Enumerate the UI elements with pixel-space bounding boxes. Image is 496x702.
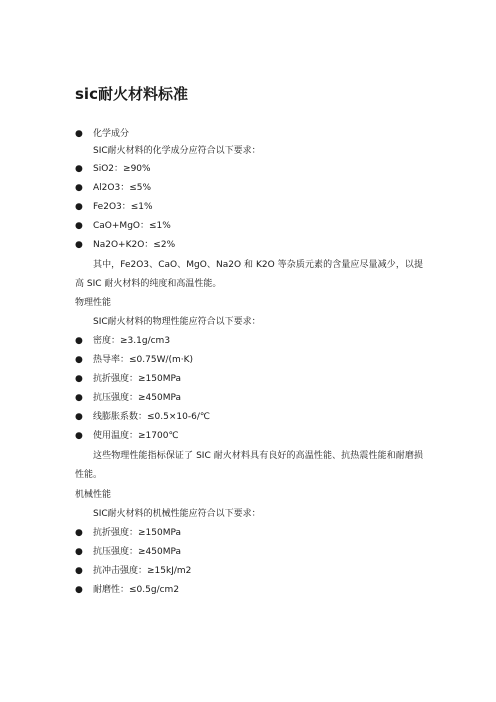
bullet-icon: ● [75, 336, 83, 346]
bullet-icon: ● [75, 547, 83, 557]
bullet-icon: ● [75, 183, 83, 193]
mech-item: 抗压强度：≥450MPa [93, 547, 182, 557]
phys-item: 抗压强度：≥450MPa [93, 393, 182, 403]
chem-item: Fe2O3：≤1% [93, 202, 153, 212]
bullet-icon: ● [75, 202, 83, 212]
chem-note: 其中，Fe2O3、CaO、MgO、Na2O 和 K2O 等杂质元素的含量应尽量减少，以提高 SIC 耐火材料的纯度和高温性能。 [75, 260, 423, 289]
bullet-icon: ● [75, 528, 83, 538]
chem-item: Na2O+K2O：≤2% [93, 240, 176, 250]
bullet-icon: ● [75, 374, 83, 384]
phys-item: 抗折强度：≥150MPa [93, 374, 182, 384]
phys-intro: SIC耐火材料的物理性能应符合以下要求： [93, 317, 261, 327]
chem-item: Al2O3：≤5% [93, 183, 152, 193]
chem-item: SiO2：≥90% [93, 164, 151, 174]
chem-item: CaO+MgO：≤1% [93, 221, 171, 231]
phys-item: 线膨胀系数：≤0.5×10-6/℃ [93, 412, 210, 422]
phys-item: 密度：≥3.1g/cm3 [93, 336, 171, 346]
mech-intro: SIC耐火材料的机械性能应符合以下要求： [93, 509, 261, 519]
section-heading-mech: 机械性能 [75, 490, 112, 500]
mech-item: 抗冲击强度：≥15kJ/m2 [93, 566, 192, 576]
chem-intro: SIC耐火材料的化学成分应符合以下要求： [93, 146, 261, 156]
bullet-icon: ● [75, 221, 83, 231]
bullet-icon: ● [75, 393, 83, 403]
bullet-icon: ● [75, 355, 83, 365]
bullet-icon: ● [75, 164, 83, 174]
section-heading-phys: 物理性能 [75, 298, 112, 308]
bullet-icon: ● [75, 129, 83, 139]
mech-item: 耐磨性：≤0.5g/cm2 [93, 585, 180, 595]
bullet-icon: ● [75, 240, 83, 250]
document-title: sic耐火材料标准 [75, 85, 188, 103]
mech-item: 抗折强度：≥150MPa [93, 528, 182, 538]
phys-item: 热导率：≤0.75W/(m·K) [93, 355, 194, 365]
bullet-icon: ● [75, 412, 83, 422]
phys-item: 使用温度：≥1700℃ [93, 431, 179, 441]
bullet-icon: ● [75, 585, 83, 595]
section-heading-chem: 化学成分 [93, 129, 130, 139]
bullet-icon: ● [75, 566, 83, 576]
bullet-icon: ● [75, 431, 83, 441]
phys-note: 这些物理性能指标保证了 SIC 耐火材料具有良好的高温性能、抗热震性能和耐磨损性能。 [75, 451, 423, 480]
